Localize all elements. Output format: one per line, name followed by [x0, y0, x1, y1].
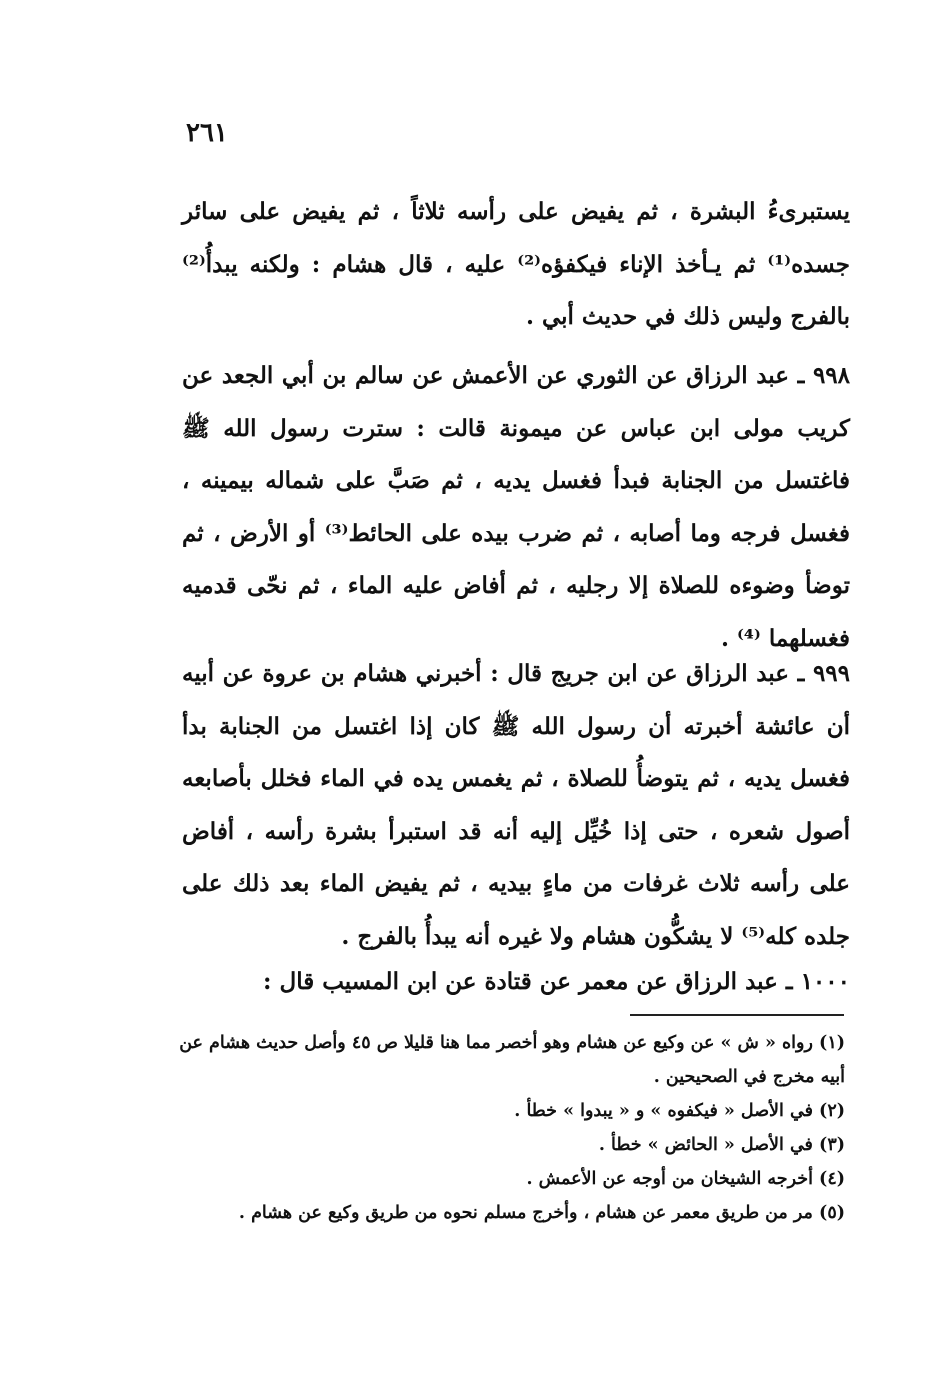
footnote-5: (٥) مر من طريق معمر عن هشام ، وأخرج مسلم نحوه من طريق وكيع عن هشام . — [238, 1203, 845, 1223]
footnote-divider — [630, 1014, 844, 1016]
footnote-1: (١) رواه « ش » عن وكيع عن هشام وهو أخصر مما هنا قليلا ص ٤٥ وأصل حديث هشام عن أبيه مخرج في الصحيحين . — [179, 1033, 845, 1087]
footnote-4: (٤) أخرجه الشيخان من أوجه عن الأعمش . — [526, 1169, 845, 1189]
paragraph-hadith-1000: ١٠٠٠ ـ عبد الرزاق عن معمر عن قتادة عن ابن المسيب قال : — [263, 968, 850, 995]
footnotes — [175, 1026, 845, 1230]
paragraph-hadith-999: ٩٩٩ ـ عبد الرزاق عن ابن جريج قال : أخبرني هشام بن عروة عن أبيه أن عائشة أخبرته أن رسول الله ﷺ كان إذا اغتسل من الجنابة بدأ فغسل يديه ، ثم يتوضأُ للصلاة ، ثم يغمس يده في الماء فخلل بأصابعه أصول شعره ، حتى إذا خُيِّل إليه أنه قد استبرأ بشرة رأسه ، أفاض على رأسه ثلاث غرفات من ماءٍ بيديه ، ثم يفيض الماء بعد ذلك على جلده كله⁽⁵⁾ لا يشكُّون هشام ولا غيره أنه يبدأُ بالفرج . — [182, 660, 850, 950]
paragraph-hadith-998: ٩٩٨ ـ عبد الرزاق عن الثوري عن الأعمش عن سالم بن أبي الجعد عن كريب مولى ابن عباس عن ميمونة قالت : سترت رسول الله ﷺ فاغتسل من الجنابة فبدأ فغسل يديه ، ثم صَبَّ على شماله بيمينه ، فغسل فرجه وما أصابه ، ثم ضرب بيده على الحائط⁽³⁾ أو الأرض ، ثم توضأ وضوءه للصلاة إلا رجليه ، ثم أفاض عليه الماء ، ثم نحّى قدميه فغسلهما ⁽⁴⁾ . — [182, 362, 850, 652]
paragraph-continuation: يستبرىءُ البشرة ، ثم يفيض على رأسه ثلاثاً ، ثم يفيض على سائر جسده⁽¹⁾ ثم يـأخذ الإناء فيكفؤه⁽²⁾ عليه ، قال هشام : ولكنه يبدأُ⁽²⁾ بالفرج وليس ذلك في حديث أبي . — [182, 198, 850, 330]
footnote-3: (٣) في الأصل « الحائض » خطأ . — [598, 1135, 845, 1155]
page-number: ٢٦١ — [186, 118, 228, 148]
footnote-2: (٢) في الأصل « فيكفوه » و « يبدوا » خطأ . — [514, 1101, 845, 1121]
